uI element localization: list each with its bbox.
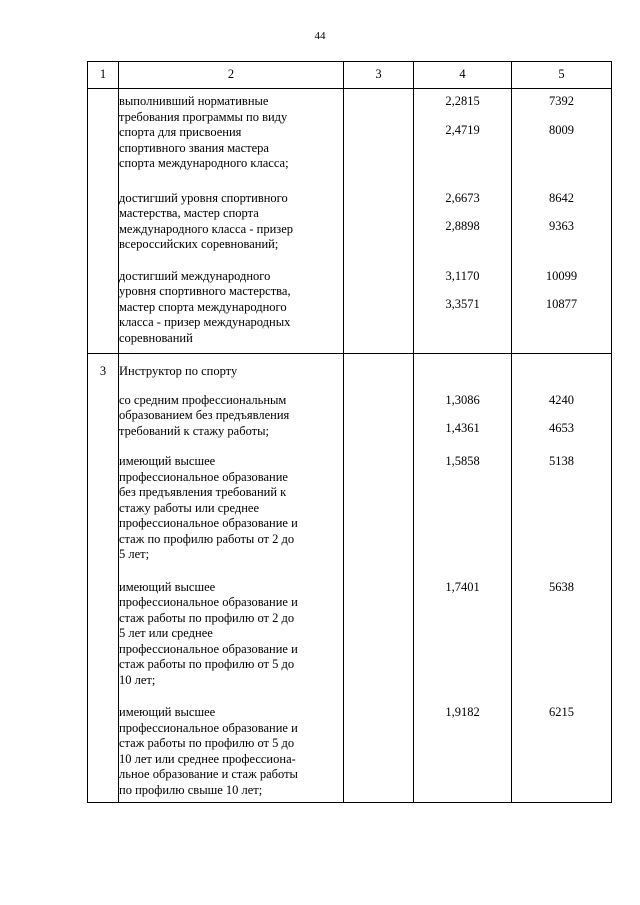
row-description: достигший уровня спортивного мастерства, мастер спорта международного класса - призер всероссийских соревнований; bbox=[119, 190, 294, 251]
coefficient-value: 1,4361 bbox=[445, 421, 480, 435]
table-row bbox=[88, 172, 612, 253]
table-row bbox=[88, 89, 612, 172]
row-description: имеющий высшее профессиональное образование и стаж работы по профилю от 2 до 5 лет или среднее профессиональное образование и стаж работы по профилю от 5 до 10 лет; bbox=[119, 579, 298, 687]
salary-value: 4240 bbox=[549, 392, 574, 407]
coefficient-value: 1,9182 bbox=[445, 705, 480, 719]
page-number: 44 bbox=[314, 30, 326, 42]
salary-value: 6215 bbox=[549, 705, 574, 719]
coefficient-value: 2,8898 bbox=[445, 219, 480, 233]
group-number: 3 bbox=[99, 364, 107, 378]
column-header-3: 3 bbox=[344, 62, 414, 89]
salary-value: 8009 bbox=[549, 122, 574, 137]
salary-value: 10099 bbox=[545, 268, 578, 283]
column-header-2: 2 bbox=[119, 62, 344, 89]
row-description: выполнивший нормативные требования программы по виду спорта для присвоения спортивного звания мастера спорта международного класса; bbox=[119, 94, 289, 170]
table-row bbox=[88, 563, 612, 689]
salary-value: 5138 bbox=[549, 454, 574, 468]
table-row bbox=[88, 688, 612, 803]
column-header-1: 1 bbox=[88, 62, 119, 89]
row-description: со средним профессиональным образованием без предъявления требований к стажу работы; bbox=[119, 392, 290, 438]
row-description: имеющий высшее профессиональное образование без предъявления требований к стажу работы или среднее профессиональное образование и стаж по профилю работы от 2 до 5 лет; bbox=[119, 454, 298, 561]
table-row bbox=[88, 253, 612, 354]
salary-value: 10877 bbox=[545, 297, 578, 311]
qualification-table bbox=[87, 61, 612, 803]
coefficient-value: 2,4719 bbox=[445, 122, 480, 137]
coefficient-value: 1,5858 bbox=[445, 454, 480, 468]
row-description: достигший международного уровня спортивного мастерства, мастер спорта международного класса - призер международных соревнований bbox=[119, 268, 291, 345]
row-description: имеющий высшее профессиональное образование и стаж работы по профилю от 5 до 10 лет или среднее профессиона- льное образование и стаж работы по профилю свыше 10 лет; bbox=[119, 705, 298, 797]
coefficient-value: 2,2815 bbox=[445, 94, 480, 108]
column-header-4: 4 bbox=[414, 62, 512, 89]
salary-value: 7392 bbox=[549, 94, 574, 108]
table-row bbox=[88, 439, 612, 563]
column-header-5: 5 bbox=[512, 62, 612, 89]
table-row bbox=[88, 354, 612, 380]
table-row bbox=[88, 380, 612, 440]
salary-value: 5638 bbox=[549, 579, 574, 594]
coefficient-value: 2,6673 bbox=[445, 190, 480, 205]
salary-value: 4653 bbox=[549, 421, 574, 435]
salary-value: 9363 bbox=[549, 219, 574, 233]
coefficient-value: 1,3086 bbox=[445, 392, 480, 407]
salary-value: 8642 bbox=[549, 190, 574, 205]
table-header-row bbox=[88, 62, 612, 89]
coefficient-value: 1,7401 bbox=[445, 579, 480, 594]
coefficient-value: 3,1170 bbox=[445, 268, 480, 283]
group-title: Инструктор по спорту bbox=[119, 364, 238, 378]
coefficient-value: 3,3571 bbox=[445, 297, 480, 311]
